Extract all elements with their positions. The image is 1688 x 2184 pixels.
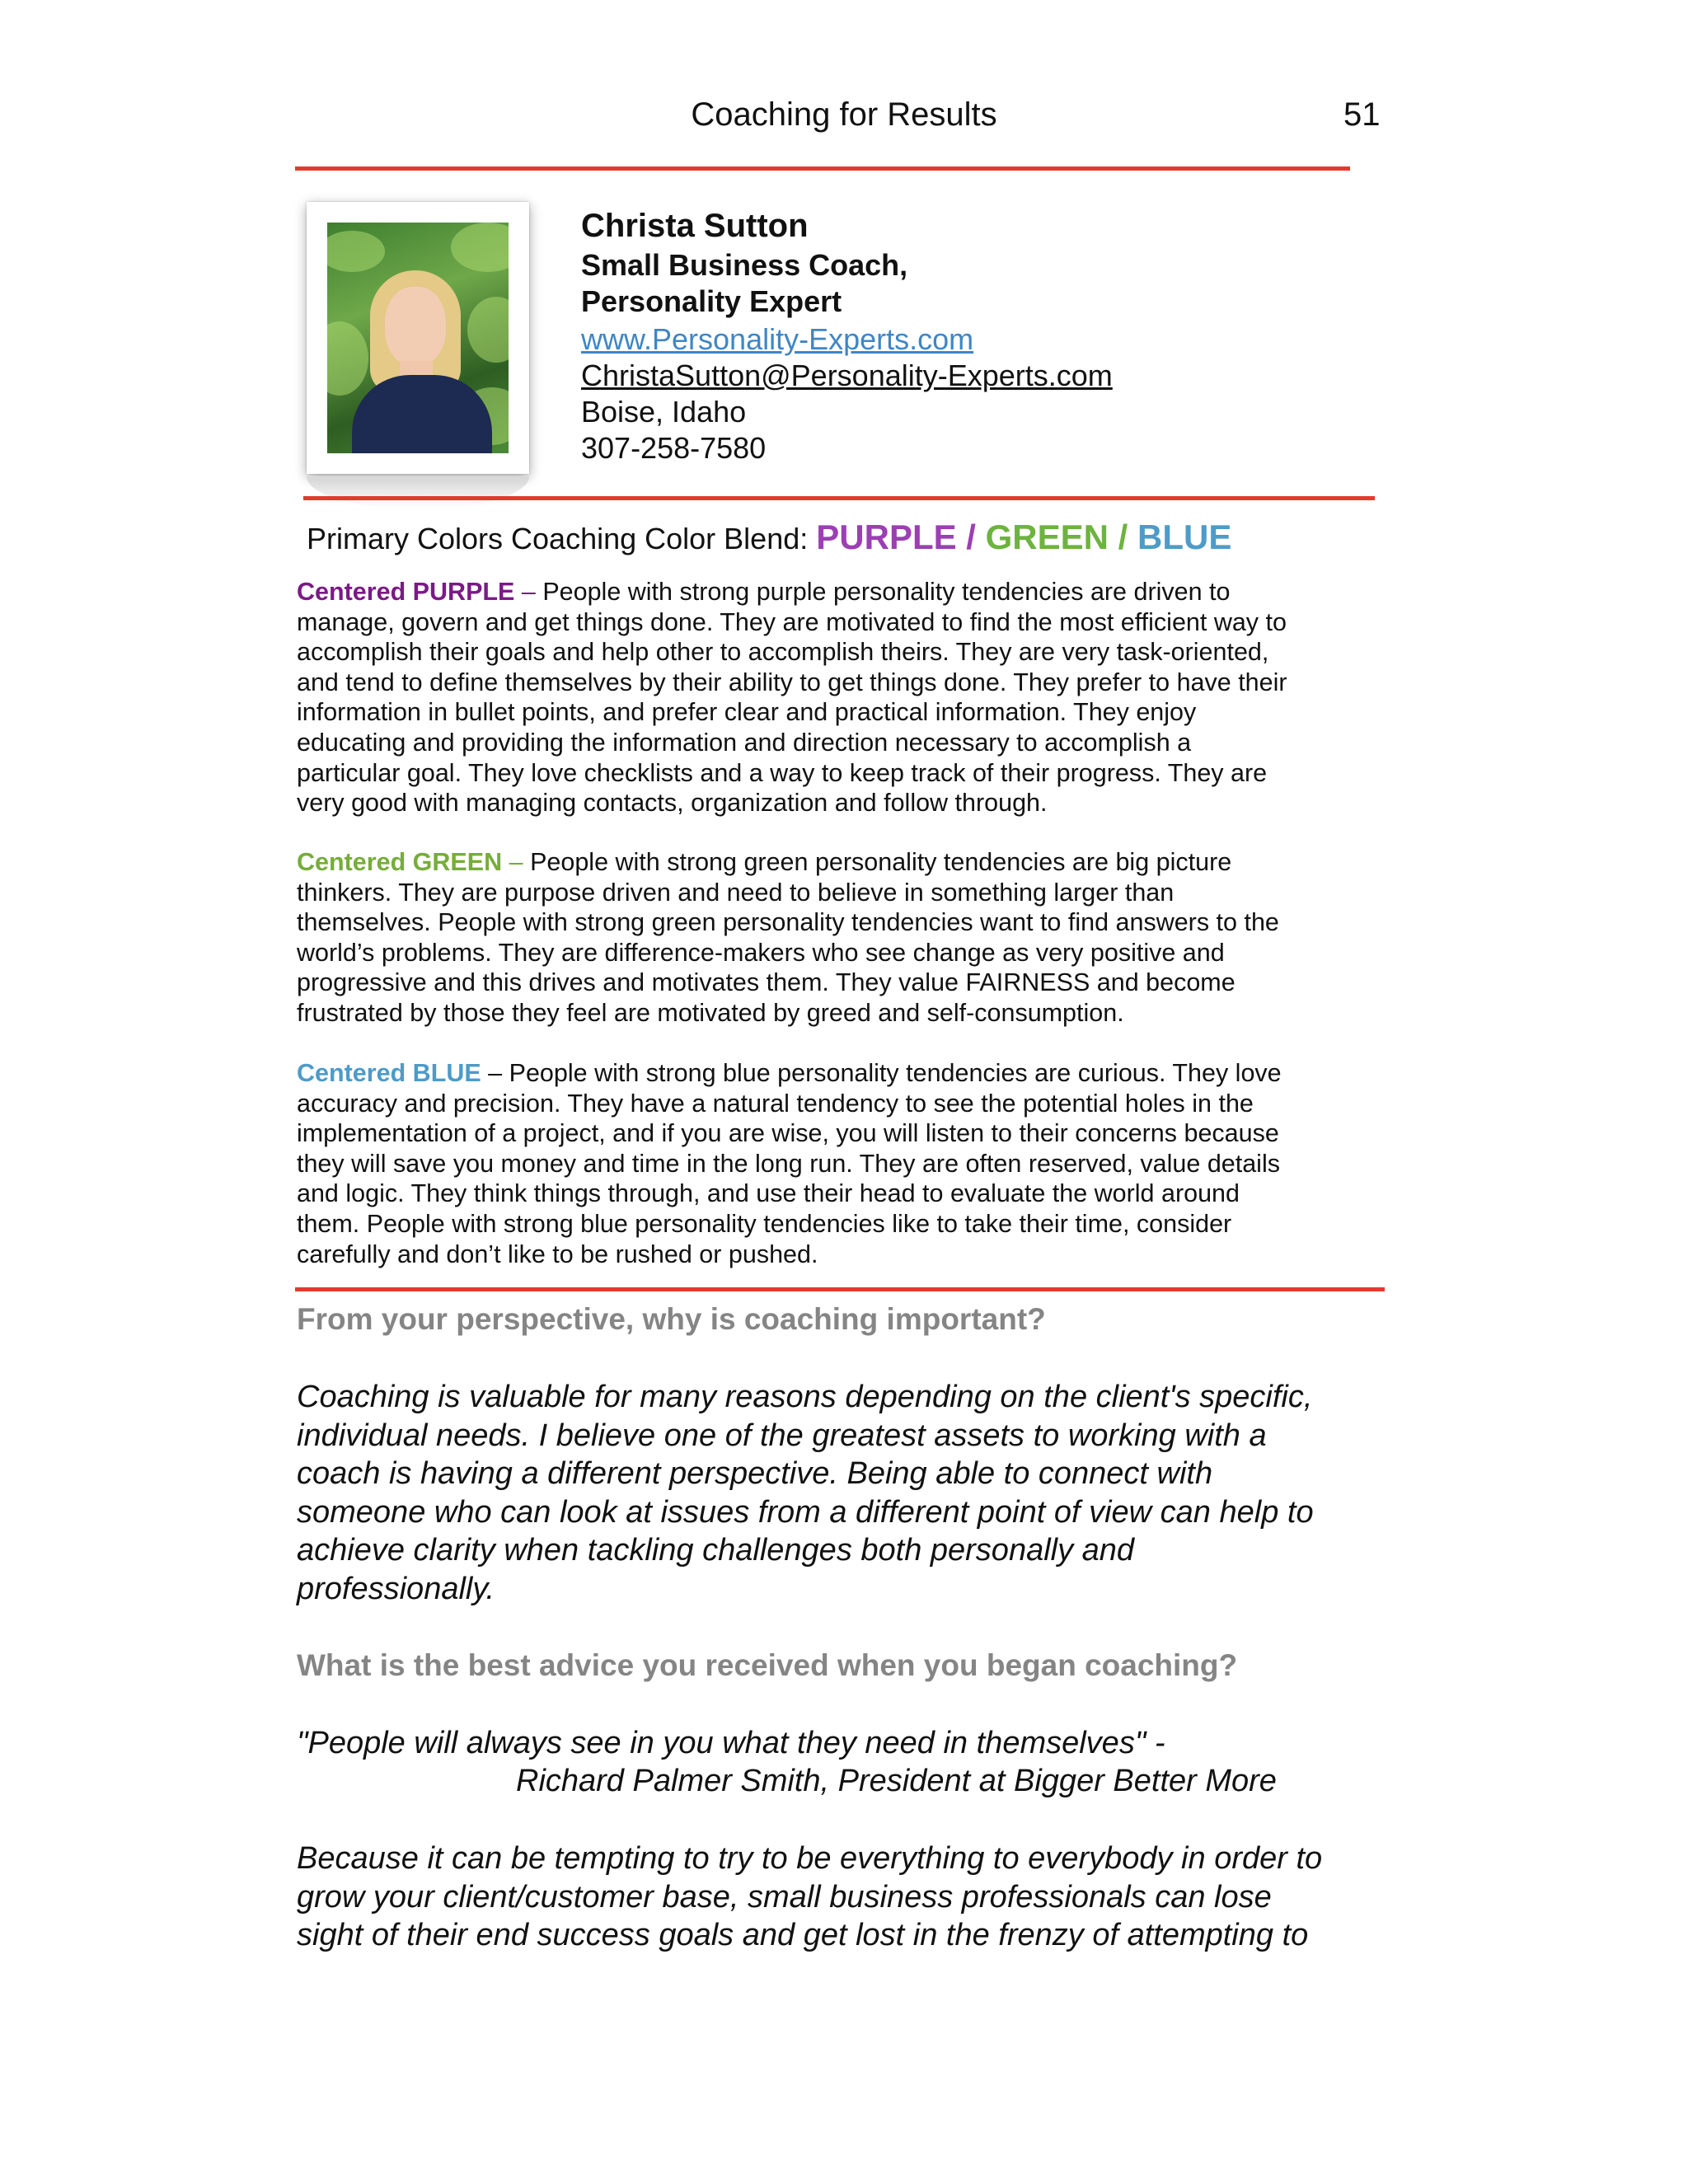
- answer-line: individual needs. I believe one of the greatest assets to working with a: [297, 1418, 1267, 1453]
- answer-line: sight of their end success goals and get lost in the frenzy of attempting to: [297, 1918, 1309, 1952]
- purple-line: manage, govern and get things done. They are motivated to find the most efficient way to: [297, 607, 1287, 636]
- blue-dash: –: [481, 1059, 509, 1087]
- blend-green: GREEN: [985, 518, 1109, 556]
- website-link[interactable]: www.Personality-Experts.com: [581, 322, 974, 356]
- blue-line: implementation of a project, and if you are wise, you will listen to their concerns because: [297, 1119, 1279, 1148]
- answer-line: coach is having a different perspective. Being able to connect with: [297, 1456, 1213, 1491]
- question-2: What is the best advice you received when you began coaching?: [297, 1648, 1238, 1682]
- contact-block: [581, 321, 1113, 466]
- advice-quote: "People will always see in you what they need in themselves" -: [297, 1726, 1165, 1760]
- running-header-title: Coaching for Results: [691, 96, 997, 133]
- answer-line: Coaching is valuable for many reasons depending on the client's specific,: [297, 1380, 1313, 1414]
- blend-sep-1: /: [956, 518, 986, 556]
- quote-author: Richard Palmer Smith, President at Bigger Better More: [516, 1764, 1277, 1798]
- blend-blue: BLUE: [1137, 518, 1232, 556]
- sections-divider: [295, 1287, 1385, 1291]
- answer-1: [297, 1378, 1393, 1608]
- purple-line: very good with managing contacts, organization and follow through.: [297, 789, 1048, 818]
- purple-line: accomplish their goals and help other to accomplish theirs. They are very task-oriented,: [297, 638, 1269, 667]
- page-number: 51: [1343, 96, 1381, 133]
- role-line-1: Small Business Coach,: [581, 248, 908, 282]
- answer-line: Because it can be tempting to try to be everything to everybody in order to: [297, 1841, 1323, 1876]
- green-line: thinkers. They are purpose driven and need to believe in something larger than: [297, 878, 1175, 907]
- answer-line: grow your client/customer base, small business professionals can lose: [297, 1879, 1272, 1915]
- photo-reflection: [307, 476, 529, 509]
- green-line: progressive and this drives and motivates them. They value FAIRNESS and become: [297, 968, 1236, 997]
- green-label: Centered GREEN: [297, 848, 503, 876]
- coach-name: Christa Sutton: [581, 208, 809, 244]
- purple-line: educating and providing the information and direction necessary to accomplish a: [297, 728, 1192, 757]
- purple-label: Centered PURPLE: [297, 578, 515, 606]
- green-line: frustrated by those they feel are motivated by greed and self-consumption.: [297, 998, 1124, 1027]
- purple-line: and tend to define themselves by their ability to get things done. They prefer to have their: [297, 668, 1287, 696]
- profile-divider: [303, 496, 1375, 500]
- blue-line: People with strong blue personality tendencies are curious. They love: [509, 1059, 1282, 1087]
- blue-label: Centered BLUE: [297, 1059, 481, 1087]
- blue-section: [297, 1058, 1385, 1269]
- answer-line: someone who can look at issues from a different point of view can help to: [297, 1494, 1314, 1530]
- location: Boise, Idaho: [581, 395, 747, 429]
- answer-line: achieve clarity when tackling challenges both personally and: [297, 1533, 1135, 1568]
- color-blend-label: Primary Colors Coaching Color Blend:: [307, 522, 809, 555]
- email-link[interactable]: ChristaSutton@Personality-Experts.com: [581, 359, 1113, 392]
- green-section: [297, 847, 1385, 1029]
- phone-number: 307-258-7580: [581, 431, 767, 465]
- green-line: People with strong green personality tendencies are big picture: [530, 848, 1232, 876]
- blue-line: accuracy and precision. They have a natural tendency to see the potential holes in the: [297, 1089, 1254, 1118]
- blue-line: them. People with strong blue personality tendencies like to take their time, consider: [297, 1209, 1232, 1238]
- blend-purple: PURPLE: [816, 518, 957, 556]
- purple-line: People with strong purple personality tendencies are driven to: [542, 578, 1231, 606]
- purple-section: [297, 577, 1385, 818]
- header-divider: [295, 166, 1350, 171]
- blue-line: they will save you money and time in the long run. They are often reserved, value details: [297, 1149, 1280, 1178]
- answer-2: [297, 1840, 1393, 1955]
- photo-image: [327, 223, 509, 453]
- question-1: From your perspective, why is coaching important?: [297, 1302, 1046, 1336]
- blue-line: and logic. They think things through, and use their head to evaluate the world around: [297, 1179, 1240, 1208]
- profile-photo: [307, 202, 529, 474]
- green-line: world’s problems. They are difference-makers who see change as very positive and: [297, 938, 1225, 967]
- coach-role: [581, 247, 907, 320]
- green-dash: –: [502, 848, 531, 876]
- purple-line: information in bullet points, and prefer clear and practical information. They enjoy: [297, 698, 1197, 727]
- blend-sep-2: /: [1109, 518, 1138, 556]
- green-line: themselves. People with strong green personality tendencies want to find answers to the: [297, 908, 1279, 937]
- role-line-2: Personality Expert: [581, 284, 842, 318]
- answer-line: professionally.: [297, 1571, 495, 1606]
- purple-dash: –: [514, 578, 543, 606]
- color-blend-line: [307, 518, 1231, 557]
- purple-line: particular goal. They love checklists and a way to keep track of their progress. They are: [297, 758, 1268, 787]
- blue-line: carefully and don’t like to be rushed or pushed.: [297, 1240, 818, 1268]
